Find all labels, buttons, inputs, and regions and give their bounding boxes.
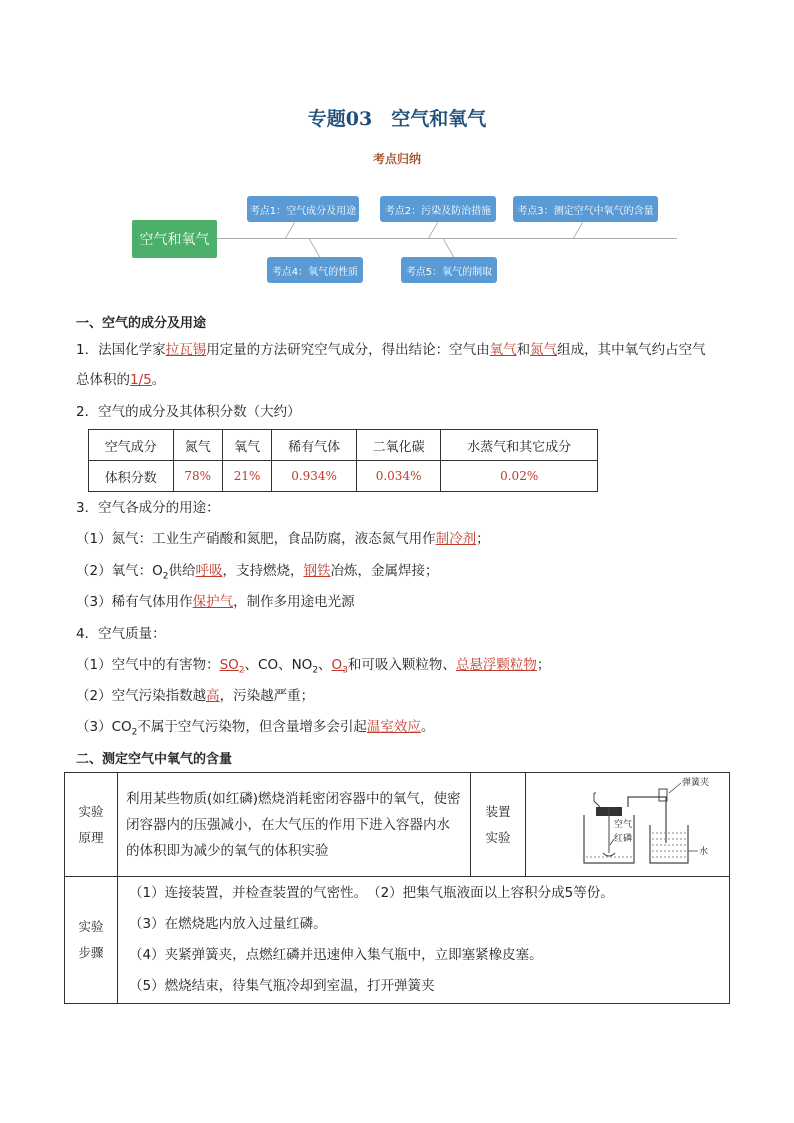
subscript: 2 [131,727,138,738]
keyword [331,657,348,676]
section-heading: 二、测定空气中氧气的含量 [76,752,233,767]
paragraph: 2．空气的成分及其体积分数（大约） [76,404,301,420]
keyword: 制冷剂 [435,531,477,547]
label-water: 水 [698,846,708,857]
label-text: 原理 [78,829,104,845]
paragraph [76,370,165,390]
text: O [331,657,343,673]
mindmap-branch [285,221,296,238]
label-phosphorus: 红磷 [613,833,632,844]
composition-table [88,429,598,492]
table-header-cell: 空气成分 [89,430,174,461]
section-heading: 一、空气的成分及用途 [76,316,207,331]
text: 总体积的 [76,372,130,388]
keyword: 呼吸 [195,563,223,579]
table-header-cell: 氮气 [173,430,222,461]
text: ，支持燃烧， [222,563,304,579]
apparatus-figure [538,775,718,871]
step-item: （5）燃烧结束，待集气瓶冷却到室温，打开弹簧夹 [129,978,435,994]
table-row [89,430,598,461]
label-air: 空气 [613,819,632,830]
row-label [65,773,118,877]
text: SO [219,657,239,673]
use-item [76,561,438,581]
use-item [76,529,490,549]
text: （2）空气污染指数越 [76,688,207,704]
table-row [65,877,730,1004]
text: 和 [516,342,531,358]
mindmap-spine [217,238,677,239]
mindmap-branch [309,239,320,257]
quality-item [76,686,314,706]
page-subtitle: 考点归纳 [372,152,421,166]
table-header-cell: 氧气 [222,430,271,461]
label-text: 实验 [78,803,104,819]
keyword: 总悬浮颗粒物 [455,657,537,673]
text: （2）氧气：O [76,563,163,579]
steps-cell [118,877,730,1004]
table-row-label: 体积分数 [89,461,174,492]
text: ，制作多用途电光源 [233,594,355,610]
subscript: 2 [312,665,319,676]
table-cell: 21% [222,461,271,492]
table-cell: 0.934% [272,461,357,492]
text: （1）空气中的有害物： [76,657,220,673]
quality-item [76,717,434,737]
subscript: 2 [162,571,169,582]
mindmap-branch [573,221,584,238]
text: 。 [151,372,166,388]
paragraph: 4．空气质量： [76,626,166,642]
mindmap-node-3: 考点3：测定空气中氧气的含量 [513,196,658,222]
use-item [76,592,355,612]
keyword: 温室效应 [366,719,421,735]
keyword: 氧气 [489,342,517,358]
text: 用定量的方法研究空气成分，得出结论：空气由 [206,342,490,358]
keyword: 高 [206,688,220,704]
mindmap-node-4: 考点4：氧气的性质 [267,257,363,283]
step-item: （4）夹紧弹簧夹，点燃红磷并迅速伸入集气瓶中，立即塞紧橡皮塞。 [129,947,543,963]
table-row [89,461,598,492]
text: 。 [420,719,435,735]
label-text: 装置 [485,803,511,819]
text: 、CO、NO [244,657,313,673]
keyword: 保护气 [192,594,234,610]
row-label [65,877,118,1004]
mindmap-node-2: 考点2：污染及防治措施 [380,196,496,222]
mindmap-branch [428,221,439,238]
label-text: 实验 [485,829,511,845]
principle-text: 利用某些物质(如红磷)燃烧消耗密闭容器中的氧气，使密闭容器内的压强减小，在大气压的作用下进入容器内水的体积即为减少的氧气的体积实验 [118,773,471,877]
label-text: 步骤 [78,945,104,960]
mindmap-node-1: 考点1：空气成分及用途 [247,196,359,222]
mindmap-root: 空气和氧气 [132,220,217,258]
step-item: （1）连接装置，并检查装置的气密性。 （2）把集气瓶液面以上容积分成5等份。 [129,885,614,901]
text: 1．法国化学家 [76,342,166,358]
text: ，污染越严重； [219,688,315,704]
text: 、 [318,657,332,673]
keyword [219,657,245,676]
text: 和可吸入颗粒物、 [347,657,456,673]
text: （1）氮气：工业生产硝酸和氮肥，食品防腐，液态氮气用作 [76,531,436,547]
text: 供给 [168,563,196,579]
paragraph: 3．空气各成分的用途： [76,500,220,516]
quality-item [76,655,550,675]
text: （3）稀有气体用作 [76,594,193,610]
table-header-cell: 二氧化碳 [356,430,441,461]
apparatus-cell [526,773,730,877]
text: （3）CO [76,719,132,735]
mindmap-node-5: 考点5：氧气的制取 [401,257,497,283]
keyword: 拉瓦锡 [165,342,207,358]
mindmap-branch [443,239,454,257]
text: ； [476,531,490,547]
row-label [471,773,526,877]
keyword: 1/5 [130,372,152,388]
table-row [65,773,730,877]
subscript: 3 [342,665,348,676]
label-text: 实验 [78,919,104,934]
text: ； [536,657,551,673]
subscript: 2 [238,665,245,676]
text: 组成，其中氧气约占空气 [557,342,706,358]
step-item: （3）在燃烧匙内放入过量红磷。 [129,916,327,932]
text: 冶炼，金属焊接； [330,563,439,579]
table-cell: 78% [173,461,222,492]
table-header-cell: 水蒸气和其它成分 [441,430,598,461]
label-clamp: 弹簧夹 [681,777,709,788]
paragraph [76,340,726,360]
table-cell: 0.02% [441,461,598,492]
text: 不属于空气污染物，但含量增多会引起 [137,719,367,735]
table-cell: 0.034% [356,461,441,492]
keyword: 氮气 [530,342,558,358]
table-header-cell: 稀有气体 [272,430,357,461]
keyword: 钢铁 [303,563,331,579]
page-title: 专题03 空气和氧气 [307,108,487,130]
experiment-table [64,772,730,1004]
